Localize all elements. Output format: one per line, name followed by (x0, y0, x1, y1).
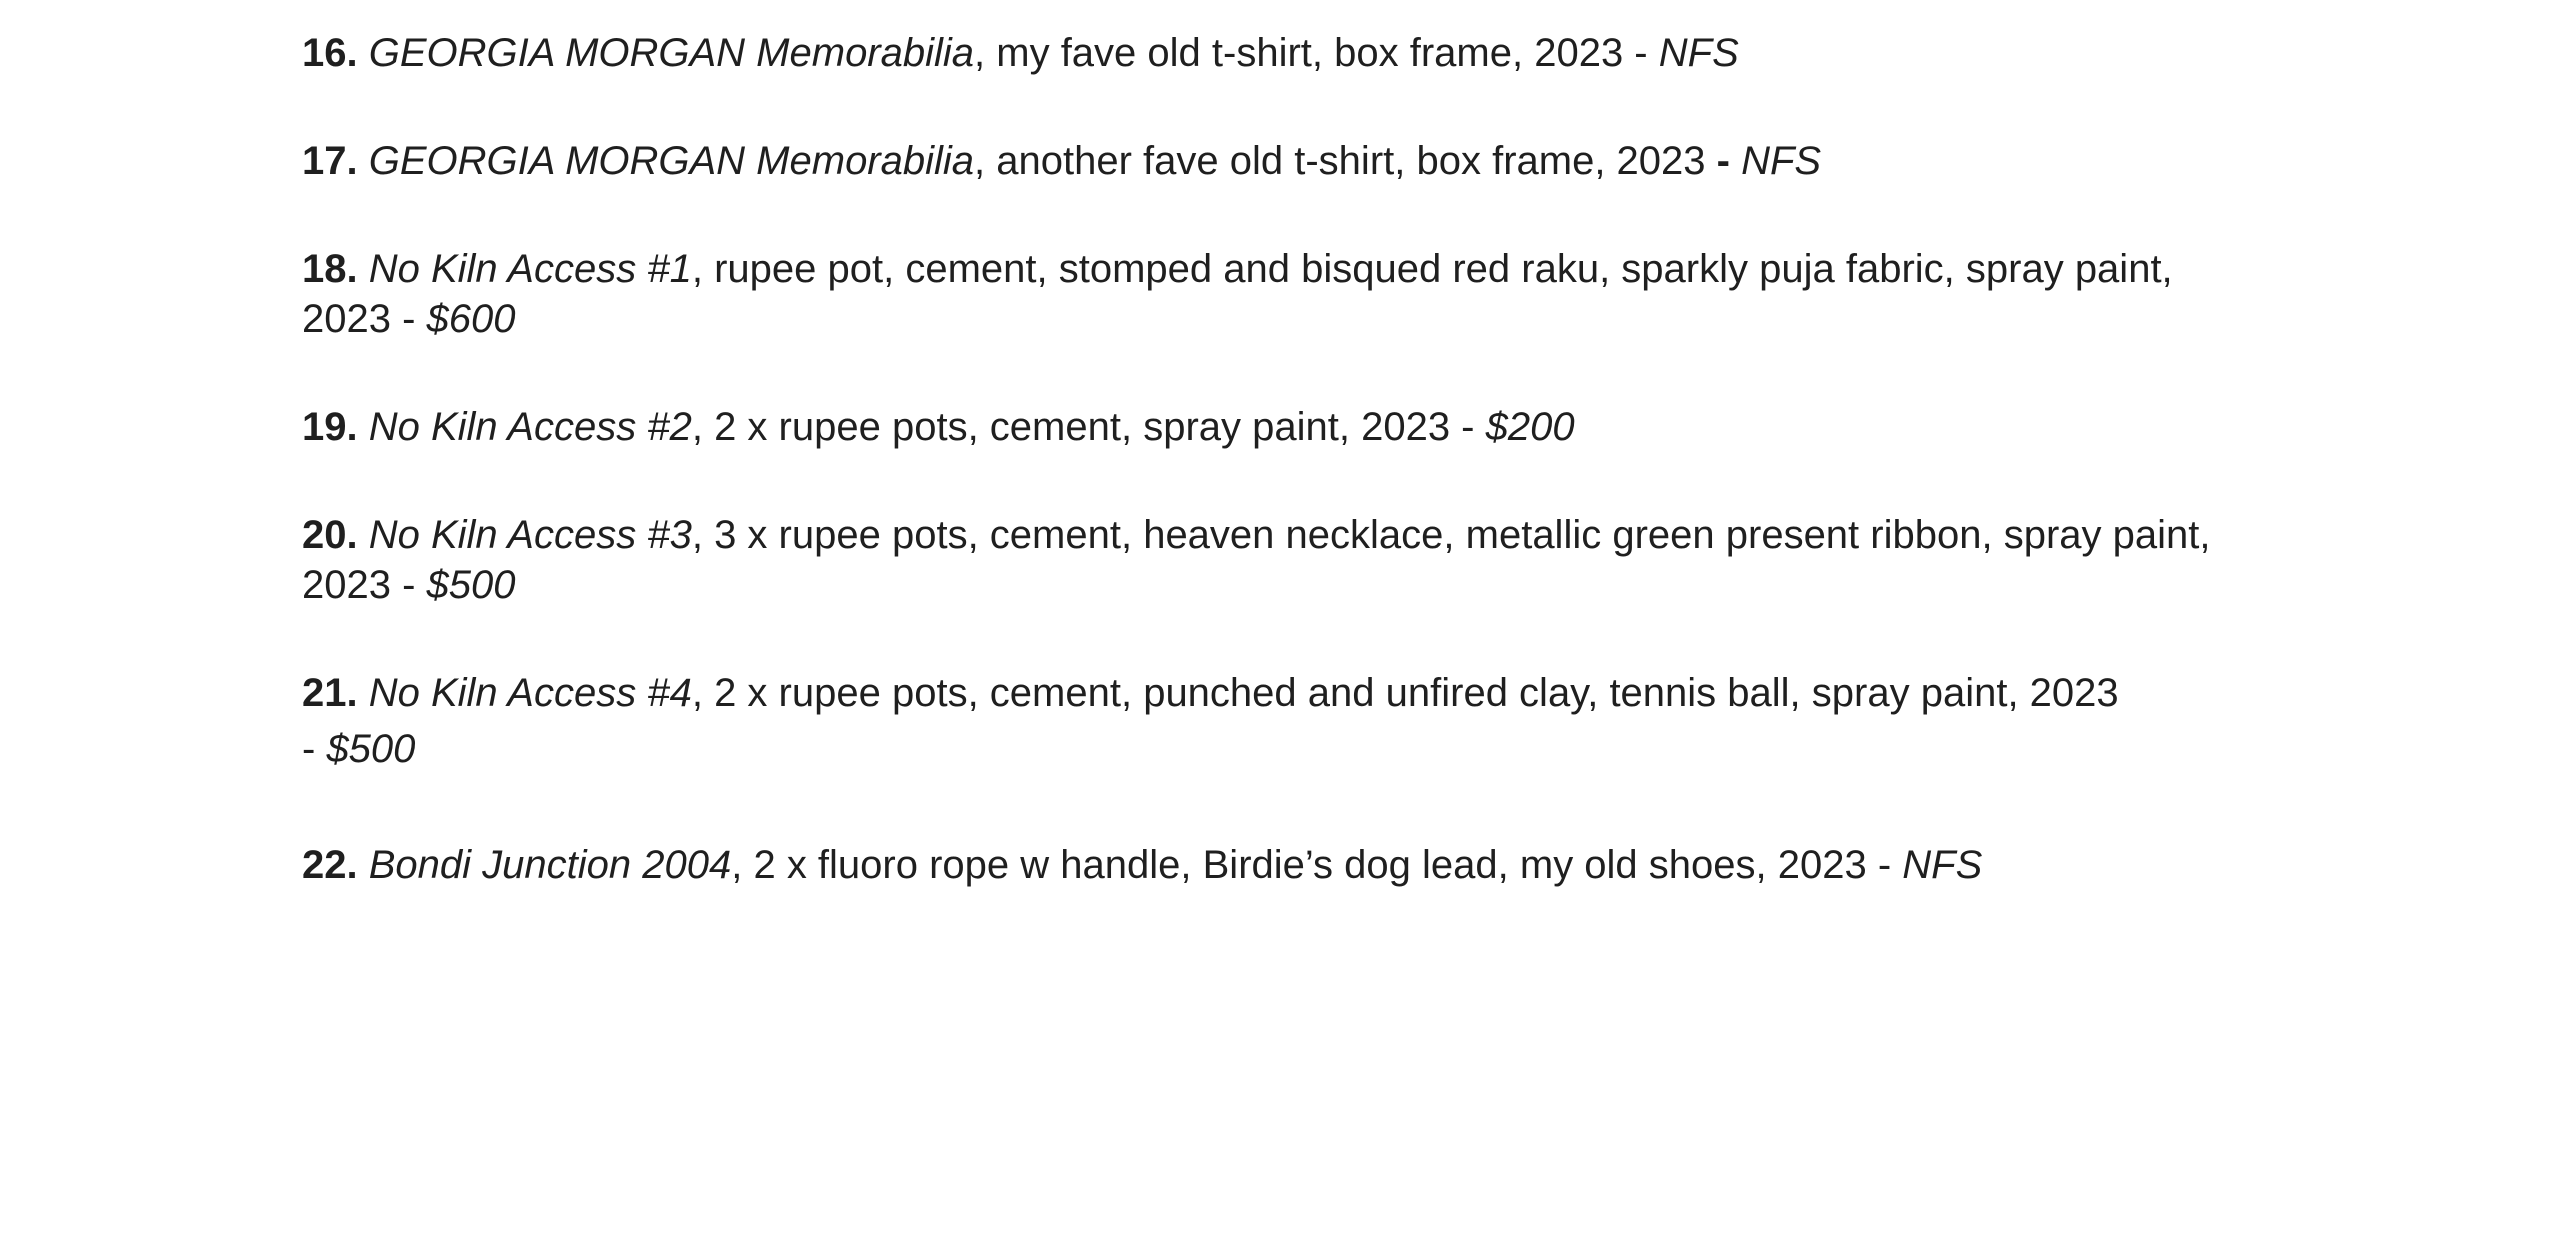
entry-line-2 (302, 724, 2119, 774)
entry-details: , 2 x rupee pots, cement, spray paint, 2023 - (691, 405, 1486, 449)
entry-price: NFS (1902, 843, 1983, 887)
artwork-entry-19 (302, 402, 1575, 452)
entry-price: $600 (426, 297, 516, 341)
entry-number: 20. (302, 513, 358, 557)
artwork-entry-20 (302, 510, 2262, 610)
entry-title: No Kiln Access #3 (368, 513, 692, 557)
entry-details: , 2 x rupee pots, cement, punched and unfired clay, tennis ball, spray paint, 2023 (691, 671, 2119, 715)
entry-price: NFS (1741, 139, 1822, 183)
entry-details: , 3 x rupee pots, cement, heaven necklace, metallic green present ribbon, spray paint, 2023 - (302, 513, 2211, 607)
entry-title: GEORGIA MORGAN Memorabilia (368, 31, 975, 75)
entry-details: , rupee pot, cement, stomped and bisqued red raku, sparkly puja fabric, spray paint, 2023 - (302, 247, 2173, 341)
entry-details: , 2 x fluoro rope w handle, Birdie’s dog lead, my old shoes, 2023 - (731, 843, 1903, 887)
entry-price: $500 (426, 563, 516, 607)
artwork-entry-16 (302, 28, 1739, 78)
entry-price: $500 (326, 727, 416, 771)
entry-title: GEORGIA MORGAN Memorabilia (368, 139, 975, 183)
entry-title: No Kiln Access #2 (368, 405, 692, 449)
entry-number: 19. (302, 405, 358, 449)
entry-title: No Kiln Access #1 (368, 247, 692, 291)
entry-number: 17. (302, 139, 358, 183)
entry-number: 18. (302, 247, 358, 291)
entry-dash: - (1716, 139, 1730, 183)
artwork-entry-18 (302, 244, 2262, 344)
entry-number: 22. (302, 843, 358, 887)
entry-number: 21. (302, 671, 358, 715)
entry-price: NFS (1658, 31, 1739, 75)
entry-details-2: - (302, 727, 327, 771)
entry-title: No Kiln Access #4 (368, 671, 692, 715)
entry-details: , another fave old t-shirt, box frame, 2023 (974, 139, 1717, 183)
entry-details: , my fave old t-shirt, box frame, 2023 - (974, 31, 1659, 75)
entry-number: 16. (302, 31, 358, 75)
artwork-entry-22 (302, 840, 1982, 890)
artwork-entry-21 (302, 668, 2119, 774)
entry-title: Bondi Junction 2004 (368, 843, 732, 887)
artwork-entry-17 (302, 136, 1821, 186)
entry-price: $200 (1485, 405, 1575, 449)
